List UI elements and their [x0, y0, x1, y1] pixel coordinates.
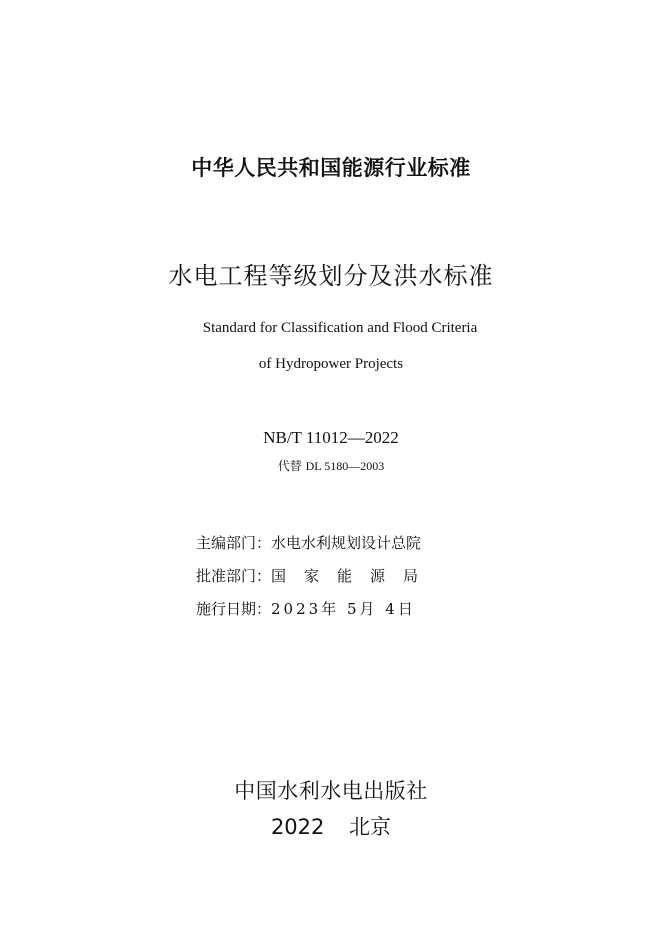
chief-editor-label: 主编部门：	[196, 534, 272, 552]
standard-code: NB/T 11012—2022	[263, 428, 399, 447]
replaces-label: 代替	[277, 459, 302, 473]
standard-type-header: 中华人民共和国能源行业标准	[191, 156, 471, 180]
replaces-code: DL 5180—2003	[305, 459, 385, 473]
document-title-english-line2: of Hydropower Projects	[258, 356, 404, 372]
approver-value: 国家能源局	[271, 567, 437, 585]
publisher-name: 中国水利水电出版社	[234, 779, 428, 803]
document-title-chinese: 水电工程等级划分及洪水标准	[168, 262, 494, 290]
chief-editor-value: 水电水利规划设计总院	[271, 534, 422, 552]
approver-row	[196, 565, 436, 586]
replaces-line	[0, 457, 662, 474]
effective-date-value: 2023年 5月 4日	[271, 600, 416, 618]
approver-label: 批准部门：	[196, 567, 272, 585]
document-title-english-line1: Standard for Classification and Flood Criteria	[202, 320, 478, 336]
effective-date-label: 施行日期：	[196, 600, 272, 618]
effective-date-row	[196, 598, 416, 619]
chief-editor-row	[196, 532, 421, 553]
publication-year-place: 2022 北京	[270, 815, 392, 839]
